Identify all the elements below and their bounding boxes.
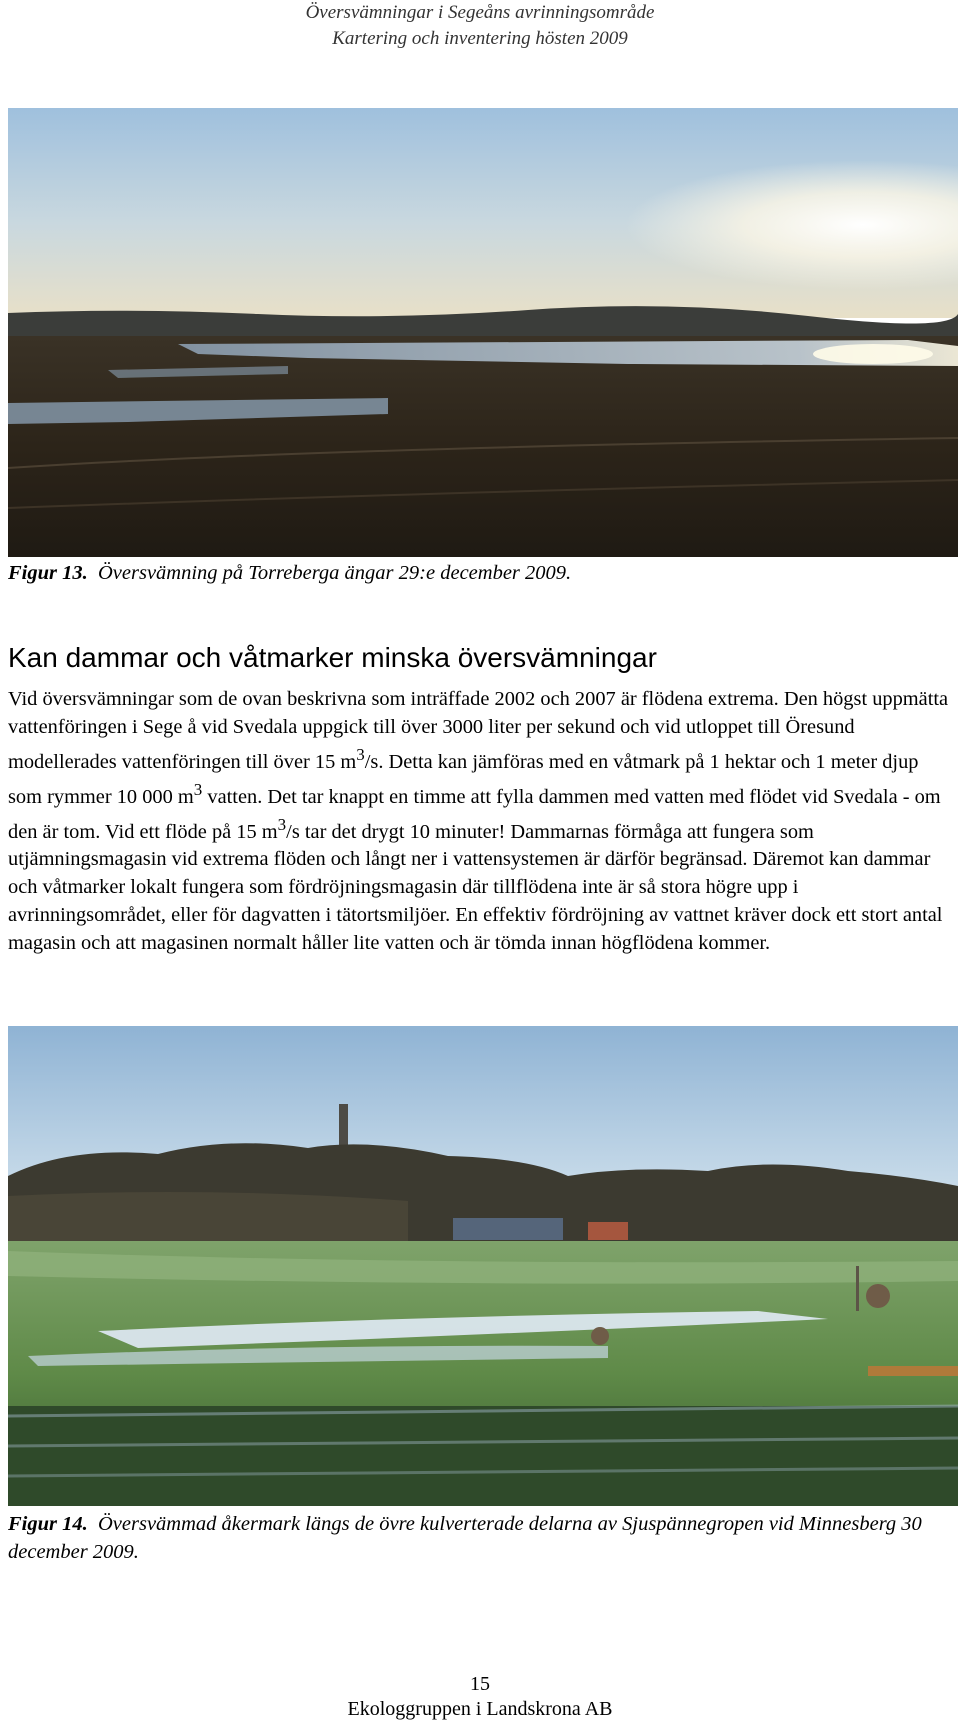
- figure-13-photo: [8, 108, 958, 557]
- page-number: 15: [470, 1673, 490, 1695]
- body-part-3: vatten. Det tar knappt en timme att fylla dammen med vatten med flödet vid Svedala - om den är tom. Vid ett flöde på 15 m: [8, 785, 941, 843]
- header-title: Översvämningar i Segeåns avrinningsområde: [305, 2, 655, 23]
- figure-14-label: Figur 14.: [8, 1513, 88, 1535]
- superscript-3: 3: [277, 814, 287, 834]
- header-subtitle: Kartering och inventering hösten 2009: [332, 28, 628, 49]
- section-heading: Kan dammar och våtmarker minska översvämningar: [8, 642, 657, 673]
- figure-13-text: Översvämning på Torreberga ängar 29:e december 2009.: [98, 562, 572, 584]
- figure-14-photo: [8, 1026, 958, 1506]
- body-part-4: /s tar det drygt 10 minuter! Dammarnas förmåga att fungera som utjämningsmagasin vid extrema flöden och långt ner i vattensystemen är därför begränsad. Däremot kan dammar och våtmarker lokalt fungera som fördröjningsmagasin där tillflödena inte är så stora högre upp i avrinningsområdet, eller för dagvatten i tätortsmiljöer. En effektiv fördröjning av vattnet kräver dock ett stort antal magasin och att magasinen normalt håller lite vatten och är tömda innan högflödena kommer.: [8, 820, 943, 955]
- running-header: [0, 0, 960, 52]
- footer-company: Ekologgruppen i Landskrona AB: [347, 1698, 613, 1720]
- figure-14-text: Översvämmad åkermark längs de övre kulverterade delarna av Sjuspännegropen vid Minnesberg 30 december 2009.: [8, 1513, 922, 1563]
- figure-13-caption: [8, 559, 953, 587]
- figure-14-caption: [8, 1510, 953, 1566]
- superscript-1: 3: [356, 745, 365, 764]
- figure-13-label: Figur 13.: [8, 562, 88, 584]
- body-paragraph: [8, 685, 956, 957]
- body-part-1: Vid översvämningar som de ovan beskrivna som inträffade 2002 och 2007 är flödena extrema. Den högst uppmätta vattenföringen i Sege å vid Svedala uppgick till över 3000 liter per sekund och vid utloppet till Öresund modellerades vattenföringen till över 15 m: [8, 688, 949, 773]
- superscript-2: 3: [193, 779, 203, 799]
- page-footer: [0, 1672, 960, 1722]
- body-part-2: /s. Detta kan jämföras med en våtmark på 1 hektar och 1 meter djup som rymmer 10 000 m: [8, 750, 919, 808]
